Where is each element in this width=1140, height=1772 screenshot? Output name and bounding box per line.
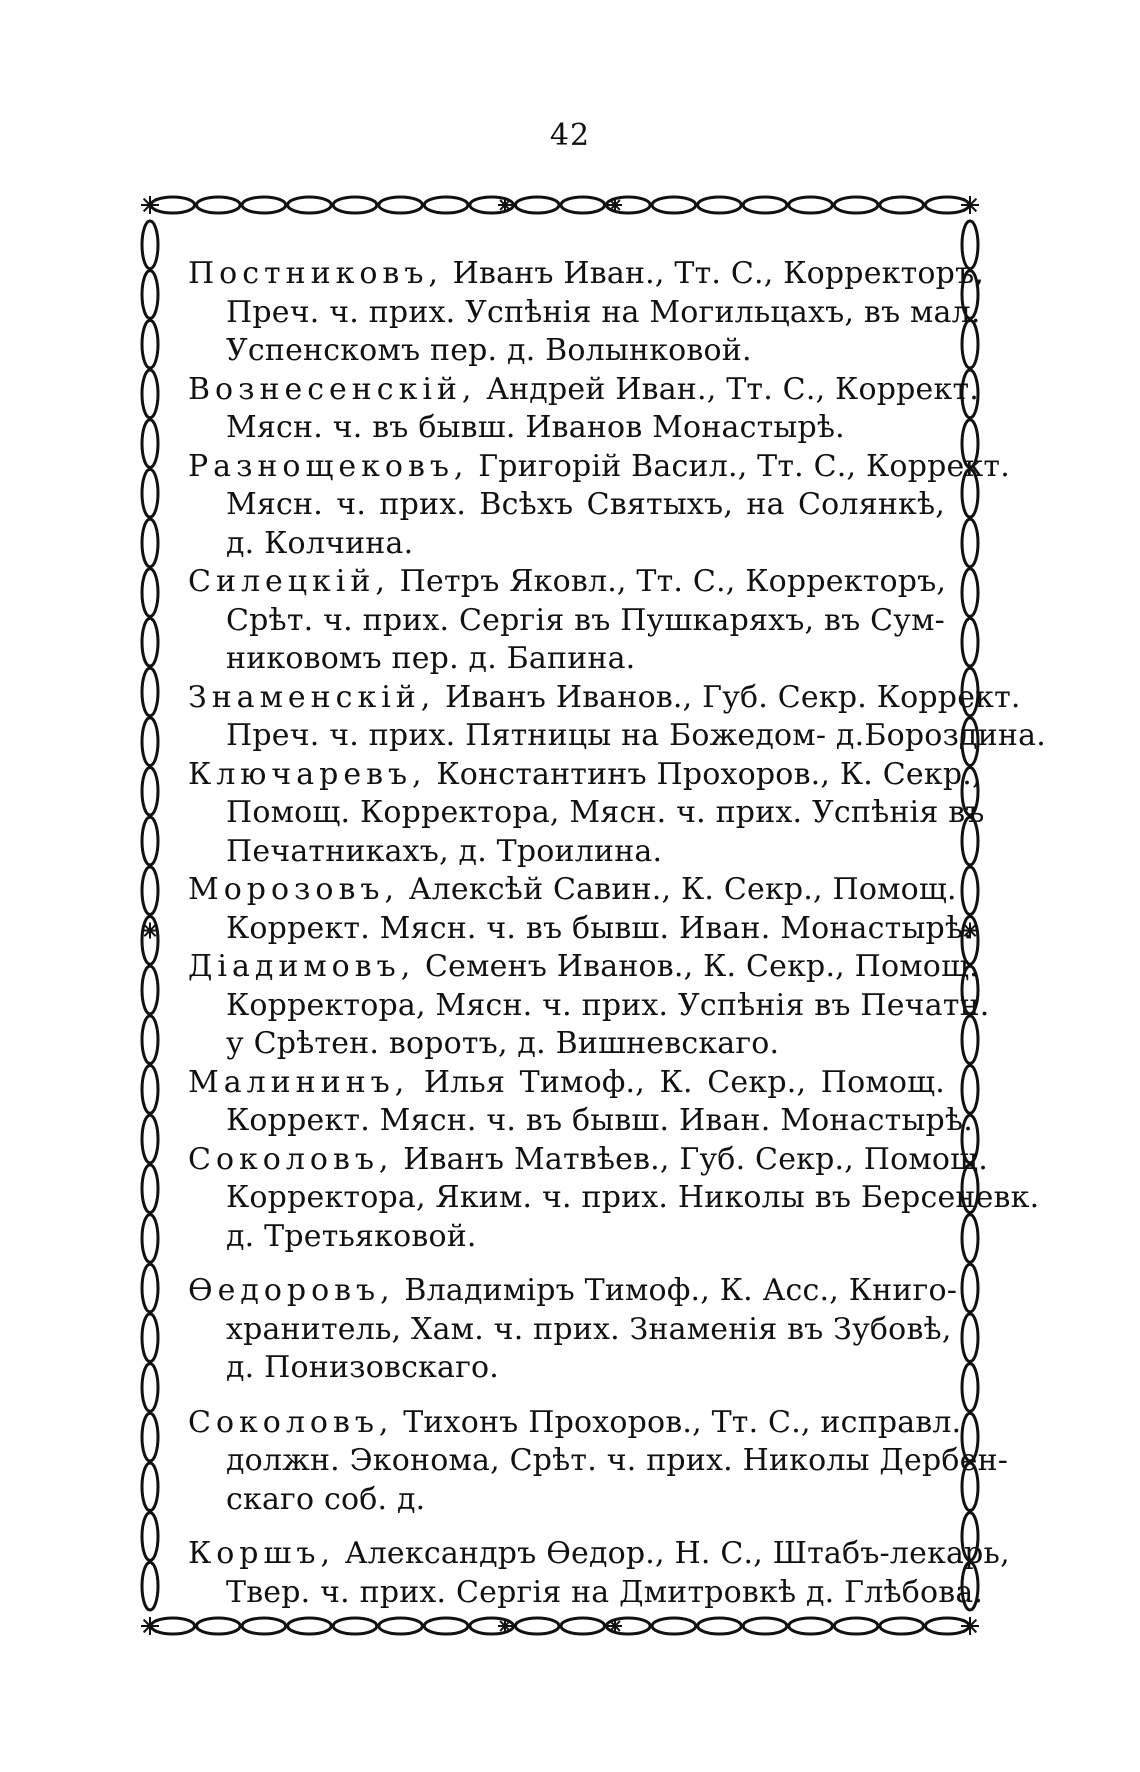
entry — [188, 1064, 973, 1141]
entry-first-line — [188, 448, 1010, 487]
entry-continuation-line: Срѣт. ч. прих. Сергія въ Пушкаряхъ, въ Сум- — [226, 602, 945, 638]
entry — [188, 1141, 1040, 1257]
entry — [188, 255, 985, 371]
border-link — [197, 197, 241, 213]
entry-continuation-line: Преч. ч. прих. Пятницы на Божедом- д.Бороздина. — [226, 718, 1046, 753]
border-link — [142, 867, 158, 915]
border-link — [561, 197, 605, 213]
entry-surname: Вознесенскій, — [188, 371, 477, 407]
entry-surname: Постниковъ, — [188, 256, 443, 291]
entry-surname: Ключаревъ, — [188, 756, 427, 792]
border-link — [515, 1618, 559, 1634]
border-link — [789, 197, 833, 213]
border-link — [515, 197, 559, 213]
border-link — [698, 197, 742, 213]
entry-continuation-line: должн. Эконома, Срѣт. ч. прих. Николы Дербен- — [226, 1443, 1009, 1478]
border-link — [880, 1618, 924, 1634]
border-link — [142, 1264, 158, 1312]
border-link — [142, 1115, 158, 1163]
entry-continuation-line: д. Понизовскаго. — [226, 1350, 500, 1385]
border-link — [142, 767, 158, 815]
entry-continuation-line: д. Третьяковой. — [226, 1218, 477, 1254]
directory-entries — [188, 255, 1046, 1612]
border-star-icon — [608, 1619, 622, 1633]
entry-continuation-line: Твер. ч. прих. Сергія на Дмитровкѣ д. Глѣбова. — [226, 1574, 984, 1610]
entry-first-line — [188, 1064, 945, 1103]
entry-surname: Морозовъ, — [188, 872, 399, 907]
entry — [188, 1535, 1010, 1612]
border-link — [834, 1618, 878, 1634]
border-link — [962, 519, 978, 567]
entry-surname: Коршъ, — [188, 1536, 335, 1571]
border-link — [142, 718, 158, 766]
entry-first-line — [188, 563, 945, 602]
entry-first-line — [188, 255, 985, 294]
entry — [188, 448, 1010, 564]
entry-first-line — [188, 1535, 1010, 1574]
entry-surname: Знаменскій, — [188, 679, 436, 715]
border-link — [288, 1618, 332, 1634]
entry-continuation-line: Преч. ч. прих. Успѣнія на Могильцахъ, въ мал. — [226, 294, 981, 330]
entry-continuation-line: д. Колчина. — [226, 525, 414, 561]
border-link — [142, 1364, 158, 1412]
border-link — [561, 1618, 605, 1634]
entry-continuation-line: Коррект. Мясн. ч. въ бывш. Иван. Монастырѣ. — [226, 1103, 973, 1138]
border-link — [142, 519, 158, 567]
entry-surname: Малининъ, — [188, 1064, 410, 1100]
border-link — [142, 569, 158, 617]
entry — [188, 371, 979, 448]
entry-first-line — [188, 1141, 988, 1180]
border-link — [962, 867, 978, 915]
entry-continuation-line: Корректора, Мясн. ч. прих. Успѣнія въ Печатн. — [226, 987, 990, 1023]
border-link — [242, 1618, 286, 1634]
entry-continuation-line: Помощ. Корректора, Мясн. ч. прих. Успѣнія въ — [226, 795, 985, 830]
entry-first-line-text: Григорій Васил., Тт. С., Коррект. — [468, 448, 1010, 484]
border-star-icon — [608, 198, 622, 212]
entry-first-line — [188, 756, 982, 795]
entry-continuation-line: Мясн. ч. прих. Всѣхъ Святыхъ, на Солянкѣ, — [226, 487, 945, 522]
border-link — [424, 1618, 468, 1634]
entry-surname: Соколовъ, — [188, 1404, 394, 1440]
border-link — [142, 1215, 158, 1263]
border-link — [652, 1618, 696, 1634]
border-link — [142, 1513, 158, 1561]
border-star-icon — [142, 923, 158, 939]
entry-continuation-line: Мясн. ч. въ бывш. Иванов Монастырѣ. — [226, 410, 845, 445]
border-link — [142, 370, 158, 418]
border-link — [652, 197, 696, 213]
border-link — [789, 1618, 833, 1634]
entry-first-line-text: Иванъ Иван., Тт. С., Корректоръ, — [442, 256, 985, 291]
border-link — [142, 1562, 158, 1610]
border-link — [142, 1165, 158, 1213]
entry — [188, 871, 973, 948]
entry-first-line-text: Иванъ Матвѣев., Губ. Секр., Помощ. — [393, 1141, 988, 1177]
entry-first-line-text: Иванъ Иванов., Губ. Секр. Коррект. — [435, 679, 1021, 715]
border-link — [142, 817, 158, 865]
entry-first-line-text: Алексѣй Савин., К. Секр., Помощ. — [398, 872, 957, 907]
entry — [188, 1272, 958, 1388]
border-link — [142, 1016, 158, 1064]
entry-surname: Өедоровъ, — [188, 1273, 395, 1308]
entry — [188, 679, 1046, 756]
border-link — [142, 1066, 158, 1114]
page-number: 42 — [549, 118, 591, 153]
entry-first-line-text: Андрей Иван., Тт. С., Коррект. — [476, 371, 979, 407]
border-link — [962, 1215, 978, 1263]
entry-continuation-line: Печатникахъ, д. Троилина. — [226, 833, 663, 869]
border-link — [962, 1364, 978, 1412]
entry-first-line-text: Владимiръ Тимоф., К. Асс., Книго- — [394, 1273, 958, 1308]
border-link — [333, 197, 377, 213]
border-star-icon — [961, 1617, 979, 1635]
border-star-icon — [141, 196, 159, 214]
entry-first-line-text: Петръ Яковл., Тт. С., Корректоръ, — [389, 564, 947, 599]
border-link — [880, 197, 924, 213]
entry-first-line-text: Александръ Өедор., Н. С., Штабъ-лекарь, — [335, 1536, 1010, 1571]
border-link — [834, 197, 878, 213]
border-link — [197, 1618, 241, 1634]
entry-continuation-line: у Срѣтен. воротъ, д. Вишневскаго. — [226, 1026, 780, 1061]
entry-first-line — [188, 371, 979, 410]
border-link — [379, 197, 423, 213]
border-star-icon — [961, 196, 979, 214]
border-link — [698, 1618, 742, 1634]
entry-continuation-line: скаго соб. д. — [226, 1481, 426, 1517]
border-link — [743, 1618, 787, 1634]
entry-continuation-line: Коррект. Мясн. ч. въ бывш. Иван. Монастырѣ. — [226, 910, 973, 946]
border-link — [142, 320, 158, 368]
border-link — [962, 1264, 978, 1312]
entry-first-line — [188, 679, 1021, 718]
entry-first-line — [188, 1272, 958, 1311]
border-link — [288, 197, 332, 213]
entry-first-line — [188, 948, 979, 987]
border-link — [142, 966, 158, 1014]
entry — [188, 756, 985, 872]
entry-continuation-line: Успенскомъ пер. д. Волынковой. — [226, 333, 752, 368]
border-link — [242, 197, 286, 213]
entry-first-line — [188, 871, 957, 910]
entry-first-line — [188, 1404, 962, 1443]
entry-continuation-line: никовомъ пер. д. Бапина. — [226, 641, 636, 676]
border-link — [142, 271, 158, 319]
border-link — [743, 197, 787, 213]
border-link — [142, 221, 158, 269]
border-link — [962, 569, 978, 617]
border-link — [142, 1463, 158, 1511]
entry-continuation-line: Корректора, Яким. ч. прих. Николы въ Берсеневк. — [226, 1180, 1040, 1215]
border-star-icon — [141, 1617, 159, 1635]
border-star-icon — [498, 198, 512, 212]
border-link — [424, 197, 468, 213]
border-link — [962, 1314, 978, 1362]
entry-surname: Діадимовъ, — [188, 949, 416, 984]
border-link — [962, 618, 978, 666]
border-star-icon — [498, 1619, 512, 1633]
border-link — [142, 668, 158, 716]
entry-continuation-line: хранитель, Хам. ч. прих. Знаменія въ Зубовѣ, — [226, 1311, 952, 1347]
border-link — [142, 420, 158, 468]
entry-surname: Разнощековъ, — [188, 448, 469, 484]
entry-surname: Силецкій, — [188, 564, 390, 599]
entry-surname: Соколовъ, — [188, 1141, 394, 1177]
border-link — [142, 1413, 158, 1461]
entry — [188, 948, 990, 1064]
entry-first-line-text: Тихонъ Прохоров., Тт. С., исправл. — [393, 1404, 962, 1440]
border-link — [333, 1618, 377, 1634]
border-link — [379, 1618, 423, 1634]
entry-first-line-text: Константинъ Прохоров., К. Секр., — [426, 756, 982, 792]
entry-first-line-text: Илья Тимоф., К. Секр., Помощ. — [409, 1064, 945, 1100]
border-link — [142, 1314, 158, 1362]
entry — [188, 563, 945, 679]
border-link — [142, 618, 158, 666]
entry — [188, 1404, 1009, 1520]
border-link — [142, 469, 158, 517]
entry-first-line-text: Семенъ Иванов., К. Секр., Помощ. — [415, 949, 979, 984]
